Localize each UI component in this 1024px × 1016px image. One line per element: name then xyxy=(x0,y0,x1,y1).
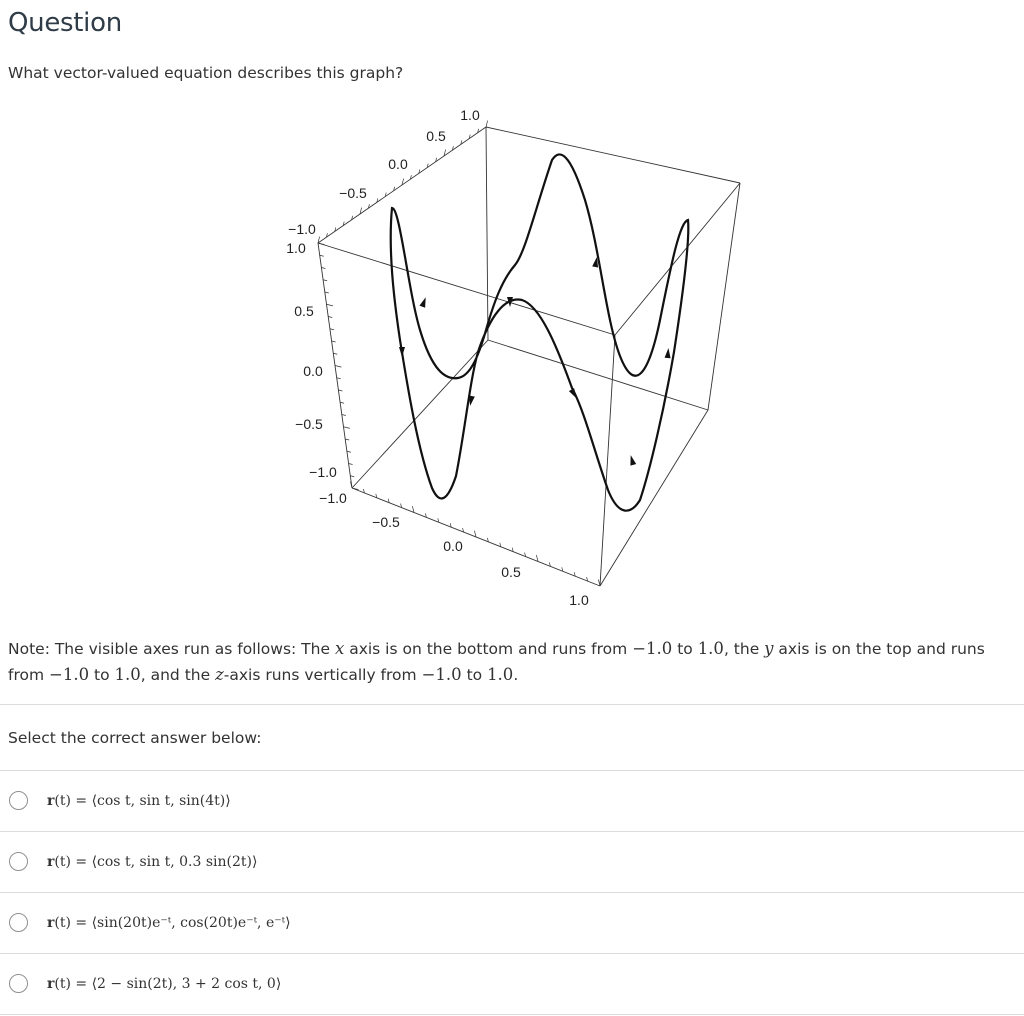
box-edge xyxy=(600,335,615,586)
tick-label: −0.5 xyxy=(339,185,367,201)
direction-arrow xyxy=(399,347,405,357)
axis-tick xyxy=(345,439,349,440)
tick-label: 0.0 xyxy=(303,363,323,379)
axis-tick xyxy=(350,476,354,477)
tick-label: 1.0 xyxy=(569,592,589,608)
graph-figure xyxy=(0,90,1024,630)
question-prompt: What vector-valued equation describes this graph? xyxy=(8,64,404,82)
tick-label: 0.0 xyxy=(388,156,408,172)
direction-arrows xyxy=(399,257,671,466)
axis-tick xyxy=(335,366,341,368)
axis-tick xyxy=(328,317,332,318)
answer-option-label: r(t) = ⟨2 − sin(2t), 3 + 2 cos t, 0⟩ xyxy=(47,976,282,992)
box-edge xyxy=(600,410,708,586)
divider xyxy=(0,1014,1024,1015)
box-edge xyxy=(615,183,740,335)
tick-label: 0.0 xyxy=(443,538,463,554)
tick-label: −1.0 xyxy=(309,464,337,480)
divider xyxy=(0,704,1024,705)
axis-tick xyxy=(342,415,346,416)
answer-option-3[interactable] xyxy=(0,893,1024,953)
tick-label: −1.0 xyxy=(319,490,347,506)
answer-option-label: r(t) = ⟨cos t, sin t, sin(4t)⟩ xyxy=(47,793,231,809)
axes-note: Note: The visible axes run as follows: The x axis is on the bottom and runs from −1.0 to 1.0, the y axis is on the top and runs from −1.0 to 1.0, and the z-axis runs vertically from −1.0 to 1.0. xyxy=(8,639,985,684)
axis-tick xyxy=(486,121,488,127)
axis-tick xyxy=(327,304,333,306)
axis-tick xyxy=(337,378,341,379)
select-answer-label: Select the correct answer below: xyxy=(8,729,262,747)
space-curve-plot xyxy=(0,90,1024,630)
box-edge xyxy=(486,127,488,340)
answer-option-1[interactable] xyxy=(0,771,1024,831)
axis-tick xyxy=(338,390,342,391)
answer-option-4[interactable] xyxy=(0,954,1024,1014)
axis-tick xyxy=(325,292,329,293)
answer-option-2[interactable] xyxy=(0,832,1024,892)
question-heading: Question xyxy=(8,8,122,38)
tick-label: 0.5 xyxy=(426,128,446,144)
axis-tick xyxy=(321,268,325,269)
radio-button[interactable] xyxy=(9,852,28,871)
box-edge xyxy=(352,340,488,488)
tick-label: 0.5 xyxy=(501,564,521,580)
axis-tick xyxy=(344,427,350,429)
axis-tick xyxy=(330,329,334,330)
axis-tick xyxy=(340,402,344,403)
tick-label: −0.5 xyxy=(372,514,400,530)
axis-tick xyxy=(320,255,324,256)
space-curve xyxy=(391,154,689,510)
box-edge xyxy=(486,127,740,183)
tick-label: 1.0 xyxy=(286,240,306,256)
box-edge xyxy=(708,183,740,410)
axis-tick xyxy=(332,341,336,342)
tick-label: −1.0 xyxy=(288,221,316,237)
box-edge xyxy=(318,243,615,335)
answer-option-label: r(t) = ⟨cos t, sin t, 0.3 sin(2t)⟩ xyxy=(47,854,258,870)
axis-tick xyxy=(323,280,327,281)
tick-label: 1.0 xyxy=(460,107,480,123)
answer-option-label: r(t) = ⟨sin(20t)e⁻ᵗ, cos(20t)e⁻ᵗ, e⁻ᵗ⟩ xyxy=(47,915,291,931)
tick-label: −0.5 xyxy=(295,416,323,432)
tick-label: 0.5 xyxy=(294,303,314,319)
direction-arrow xyxy=(628,454,636,465)
direction-arrow xyxy=(665,348,672,358)
axis-tick xyxy=(347,451,351,452)
radio-button[interactable] xyxy=(9,791,28,810)
direction-arrow xyxy=(419,296,428,307)
radio-button[interactable] xyxy=(9,913,28,932)
axis-tick xyxy=(333,353,337,354)
axis-tick xyxy=(349,464,353,465)
radio-button[interactable] xyxy=(9,974,28,993)
